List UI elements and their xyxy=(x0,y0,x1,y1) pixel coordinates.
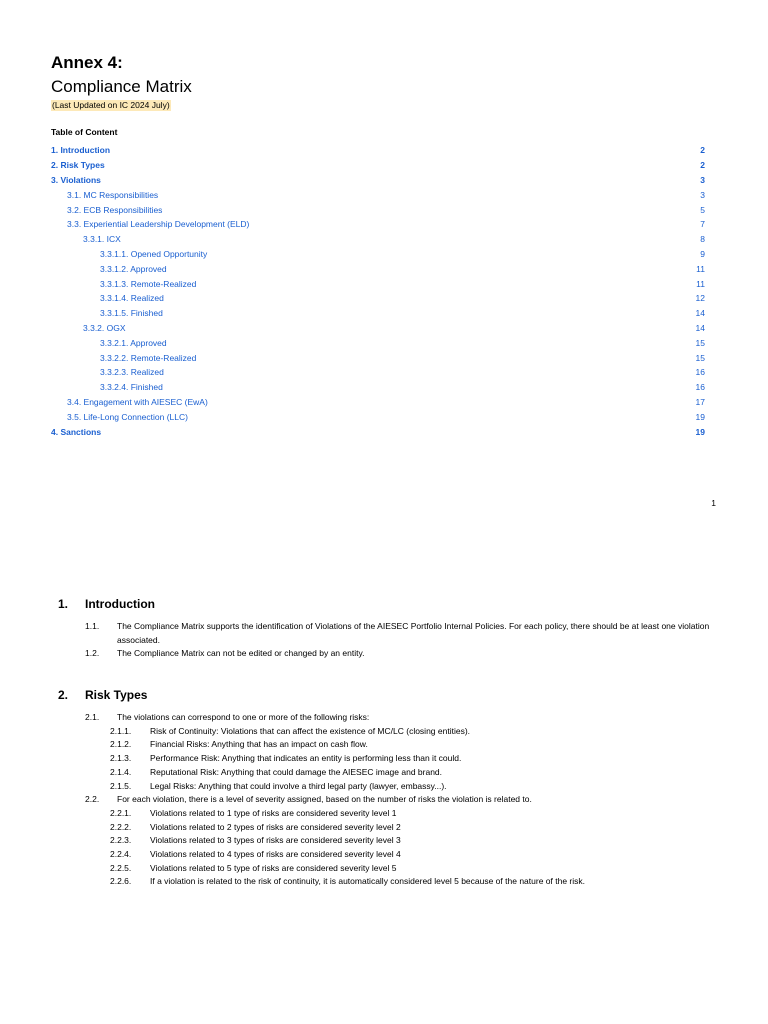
clause-text: Legal Risks: Anything that could involve a third legal party (lawyer, embassy...). xyxy=(150,780,447,791)
toc-entry-page: 17 xyxy=(695,396,705,407)
toc-entry-text: 3.1. MC Responsibilities xyxy=(67,189,159,200)
clause-2-2-3 xyxy=(110,834,710,848)
toc-entry-ogx-approved[interactable] xyxy=(51,335,705,350)
toc-entry-text: 3.3.1.5. Finished xyxy=(100,308,163,319)
clause-2-2-4 xyxy=(110,848,710,862)
toc-entry-eld[interactable] xyxy=(51,217,705,232)
section-heading-risk-types xyxy=(58,687,147,703)
toc-entry-page: 14 xyxy=(695,308,705,319)
toc-entry-text: 3.3.1. ICX xyxy=(83,234,121,245)
toc-heading: Table of Content xyxy=(51,127,118,137)
toc-entry-page: 11 xyxy=(696,263,705,274)
toc-entry-page: 3 xyxy=(700,174,705,185)
clause-text: Reputational Risk: Anything that could damage the AIESEC image and brand. xyxy=(150,766,443,777)
section-heading-introduction xyxy=(58,596,155,612)
toc-entry-text: 3.3.1.1. Opened Opportunity xyxy=(100,248,208,259)
clause-number: 2.2.5. xyxy=(110,862,132,873)
clause-number: 2.2.2. xyxy=(110,821,132,832)
clause-number: 2.2.6. xyxy=(110,876,132,887)
section-number: 1. xyxy=(58,597,69,611)
clause-number: 2.1.3. xyxy=(110,753,132,764)
clause-2-2 xyxy=(85,793,713,807)
toc-entry-text: 3.4. Engagement with AIESEC (EwA) xyxy=(67,396,208,407)
toc-entry-page: 12 xyxy=(695,293,705,304)
section-title: Introduction xyxy=(85,597,155,611)
clause-text: If a violation is related to the risk of continuity, it is automatically considered level 5 because of the nature of the risk. xyxy=(150,876,585,887)
toc-entry-icx[interactable] xyxy=(51,232,705,247)
toc-entry-ogx-realized[interactable] xyxy=(51,365,705,380)
toc-entry-text: 3.3.1.3. Remote-Realized xyxy=(100,278,197,289)
toc-entry-text: 1. Introduction xyxy=(51,145,111,156)
last-updated-note: (Last Updated on IC 2024 July) xyxy=(52,100,170,110)
clause-2-1-1 xyxy=(110,725,710,739)
toc-entry-ewa[interactable] xyxy=(51,395,705,410)
clause-2-2-1 xyxy=(110,807,710,821)
clause-number: 2.1.5. xyxy=(110,780,132,791)
clause-text: Risk of Continuity: Violations that can affect the existence of MC/LC (closing entities). xyxy=(150,725,471,736)
clause-text: Performance Risk: Anything that indicates an entity is performing less than it could. xyxy=(150,753,462,764)
toc-entry-text: 3.3.1.4. Realized xyxy=(100,293,164,304)
clause-number: 2.2. xyxy=(85,794,100,805)
toc-entry-page: 3 xyxy=(700,189,705,200)
page-number: 1 xyxy=(711,498,716,508)
toc-entry-page: 15 xyxy=(695,352,705,363)
toc-entry-ogx-finished[interactable] xyxy=(51,380,705,395)
toc-entry-text: 3.3.2.1. Approved xyxy=(100,337,167,348)
toc-entry-introduction[interactable] xyxy=(51,143,705,158)
toc-entry-page: 11 xyxy=(696,278,705,289)
toc-entry-page: 16 xyxy=(695,367,705,378)
clause-text: The violations can correspond to one or more of the following risks: xyxy=(117,712,370,722)
toc-entry-text: 4. Sanctions xyxy=(51,426,102,437)
clause-2-1-3 xyxy=(110,752,710,766)
clause-number: 1.1. xyxy=(85,621,100,631)
clause-text: Violations related to 2 types of risks are considered severity level 2 xyxy=(150,821,401,832)
clause-text: The Compliance Matrix can not be edited or changed by an entity. xyxy=(117,648,365,658)
clause-text: The Compliance Matrix supports the identification of Violations of the AIESEC Portfolio Internal Policies. For each policy, there should be at least one violation associated. xyxy=(117,621,710,645)
toc-entry-page: 14 xyxy=(695,322,705,333)
document-title: Compliance Matrix xyxy=(51,77,192,96)
toc-entry-page: 16 xyxy=(695,382,705,393)
toc-entry-page: 7 xyxy=(700,219,705,230)
toc-entry-ogx-remote-realized[interactable] xyxy=(51,350,705,365)
toc-entry-page: 8 xyxy=(700,234,705,245)
clause-number: 2.1.4. xyxy=(110,766,132,777)
toc-entry-icx-remote-realized[interactable] xyxy=(51,276,705,291)
clause-number: 2.2.1. xyxy=(110,807,132,818)
clause-number: 1.2. xyxy=(85,648,100,658)
toc-entry-llc[interactable] xyxy=(51,409,705,424)
clause-text: Violations related to 3 types of risks are considered severity level 3 xyxy=(150,835,401,846)
clause-number: 2.1. xyxy=(85,712,100,722)
clause-2-2-6 xyxy=(110,875,710,889)
annex-label: Annex 4: xyxy=(51,53,123,72)
toc-entry-ogx[interactable] xyxy=(51,321,705,336)
toc-entry-page: 2 xyxy=(700,145,705,156)
clause-number: 2.2.4. xyxy=(110,849,132,859)
clause-text: For each violation, there is a level of severity assigned, based on the number of risks the violation is related to. xyxy=(117,794,532,805)
toc-entry-page: 9 xyxy=(700,248,705,259)
toc-entry-text: 3. Violations xyxy=(51,174,101,185)
clause-number: 2.1.1. xyxy=(110,725,132,736)
clause-text: Violations related to 1 type of risks are considered severity level 1 xyxy=(150,807,397,818)
toc-entry-text: 3.3.2. OGX xyxy=(83,322,126,333)
clause-2-2-5 xyxy=(110,862,710,876)
section-title: Risk Types xyxy=(85,688,148,702)
clause-number: 2.2.3. xyxy=(110,835,132,846)
toc-entry-text: 3.3.2.4. Finished xyxy=(100,382,163,393)
toc-entry-page: 19 xyxy=(695,426,705,437)
clause-1-2 xyxy=(85,647,713,661)
toc-entry-page: 15 xyxy=(695,337,705,348)
toc-entry-sanctions[interactable] xyxy=(51,424,705,439)
toc-entry-text: 3.2. ECB Responsibilities xyxy=(67,204,163,215)
table-of-contents xyxy=(51,143,705,439)
clause-text: Violations related to 5 type of risks are considered severity level 5 xyxy=(150,862,397,873)
section-number: 2. xyxy=(58,688,69,702)
clause-number: 2.1.2. xyxy=(110,739,132,750)
toc-entry-text: 2. Risk Types xyxy=(51,160,105,171)
toc-entry-text: 3.5. Life-Long Connection (LLC) xyxy=(67,411,188,422)
clause-2-1-2 xyxy=(110,738,710,752)
toc-entry-icx-finished[interactable] xyxy=(51,306,705,321)
toc-entry-mc-responsibilities[interactable] xyxy=(51,187,705,202)
toc-entry-ecb-responsibilities[interactable] xyxy=(51,202,705,217)
toc-entry-page: 5 xyxy=(700,204,705,215)
clause-text: Financial Risks: Anything that has an impact on cash flow. xyxy=(150,739,368,750)
toc-entry-text: 3.3.2.3. Realized xyxy=(100,367,164,378)
clause-2-1-4 xyxy=(110,766,710,780)
toc-entry-risk-types[interactable] xyxy=(51,158,705,173)
clause-2-1-5 xyxy=(110,780,710,794)
toc-entry-page: 2 xyxy=(700,160,705,171)
toc-entry-text: 3.3.2.2. Remote-Realized xyxy=(100,352,197,363)
clause-text: Violations related to 4 types of risks are considered severity level 4 xyxy=(150,849,401,859)
toc-entry-text: 3.3.1.2. Approved xyxy=(100,263,167,274)
clause-1-1 xyxy=(85,620,713,647)
clause-2-2-2 xyxy=(110,821,710,835)
toc-entry-text: 3.3. Experiential Leadership Development (ELD) xyxy=(67,219,250,230)
clause-2-1 xyxy=(85,711,713,725)
toc-entry-page: 19 xyxy=(695,411,705,422)
toc-entry-icx-realized[interactable] xyxy=(51,291,705,306)
toc-entry-icx-approved[interactable] xyxy=(51,261,705,276)
toc-entry-violations[interactable] xyxy=(51,173,705,188)
toc-entry-icx-opened-opportunity[interactable] xyxy=(51,247,705,262)
